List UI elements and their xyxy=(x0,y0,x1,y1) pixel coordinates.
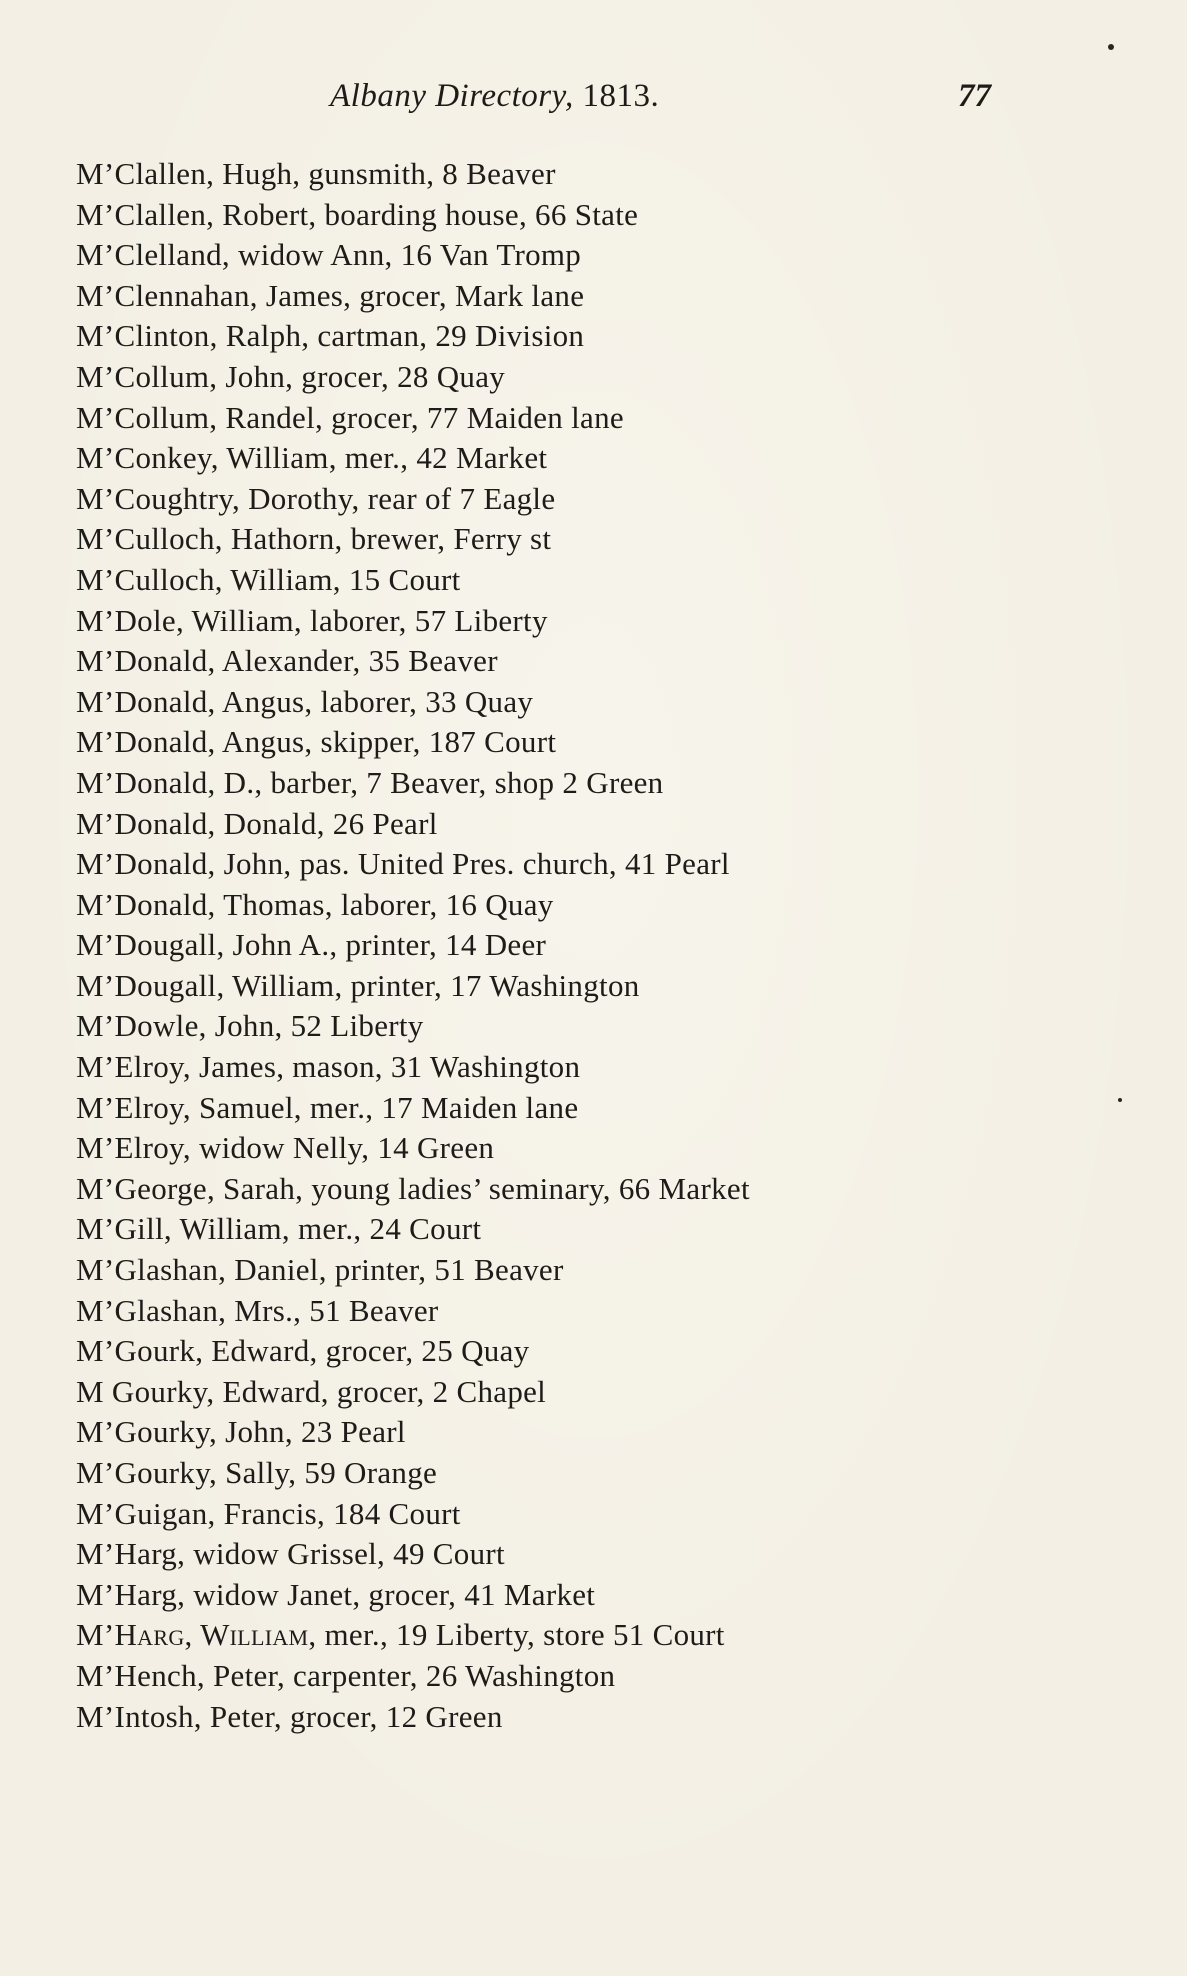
directory-entry: M’Collum, Randel, grocer, 77 Maiden lane xyxy=(76,399,624,435)
directory-entry: M’Collum, John, grocer, 28 Quay xyxy=(76,358,506,394)
directory-entry: M’Elroy, James, mason, 31 Washington xyxy=(76,1049,581,1085)
entry-name-smallcaps: Harg, William, xyxy=(114,1617,317,1653)
directory-entry: M’Donald, John, pas. United Pres. church, 41 Pearl xyxy=(76,846,730,882)
directory-entry: M’George, Sarah, young ladies’ seminary, 66 Market xyxy=(76,1170,750,1206)
directory-entry: M’Gourk, Edward, grocer, 25 Quay xyxy=(76,1333,530,1369)
ink-speck xyxy=(1108,44,1114,50)
directory-entry: M’Intosh, Peter, grocer, 12 Green xyxy=(76,1698,503,1734)
directory-entry: M’Clelland, widow Ann, 16 Van Tromp xyxy=(76,237,582,273)
directory-entry: M’Culloch, William, 15 Court xyxy=(76,561,461,597)
directory-entry: M’Clennahan, James, grocer, Mark lane xyxy=(76,277,585,313)
directory-entry: M’Gourky, Sally, 59 Orange xyxy=(76,1455,438,1490)
directory-entry: M’Elroy, widow Nelly, 14 Green xyxy=(76,1130,495,1166)
directory-entry: M’Guigan, Francis, 184 Court xyxy=(76,1495,461,1531)
directory-entry: M’Clallen, Hugh, gunsmith, 8 Beaver xyxy=(76,156,556,191)
directory-entry: M’Gill, William, mer., 24 Court xyxy=(76,1211,482,1247)
directory-entry: M’Conkey, William, mer., 42 Market xyxy=(76,440,548,476)
directory-entry: M’Donald, D., barber, 7 Beaver, shop 2 Green xyxy=(76,764,664,800)
ink-speck xyxy=(1118,1098,1122,1102)
directory-entry: M’Elroy, Samuel, mer., 17 Maiden lane xyxy=(76,1089,579,1125)
directory-entry: M’Donald, Thomas, laborer, 16 Quay xyxy=(76,886,554,922)
directory-entry: M’Donald, Angus, laborer, 33 Quay xyxy=(76,683,534,719)
directory-entry: M’Clallen, Robert, boarding house, 66 State xyxy=(76,196,639,232)
directory-entry: M Gourky, Edward, grocer, 2 Chapel xyxy=(76,1373,547,1409)
directory-entry: M’Hench, Peter, carpenter, 26 Washington xyxy=(76,1657,616,1693)
page-header xyxy=(0,78,1187,128)
directory-entry: M’Coughtry, Dorothy, rear of 7 Eagle xyxy=(76,480,556,516)
directory-entry: M’Dougall, John A., printer, 14 Deer xyxy=(76,927,547,963)
entry-prefix: M’ xyxy=(76,1617,115,1653)
directory-entry: M’Dole, William, laborer, 57 Liberty xyxy=(76,602,548,638)
directory-entry: M’Clinton, Ralph, cartman, 29 Division xyxy=(76,318,585,354)
directory-entry: M’Donald, Alexander, 35 Beaver xyxy=(76,643,498,679)
entry-rest: mer., 19 Liberty, store 51 Court xyxy=(316,1617,725,1653)
running-title xyxy=(330,78,659,115)
directory-entry: M’Glashan, Daniel, printer, 51 Beaver xyxy=(76,1252,564,1288)
directory-entry-harg-william xyxy=(76,1615,1136,1656)
directory-entry: M’Harg, widow Janet, grocer, 41 Market xyxy=(76,1576,596,1612)
directory-entry: M’Dowle, John, 52 Liberty xyxy=(76,1008,424,1044)
directory-entry: M’Harg, widow Grissel, 49 Court xyxy=(76,1536,505,1572)
running-title-year: 1813. xyxy=(573,78,660,114)
running-title-text: Albany Directory, xyxy=(330,78,574,114)
page-number: 77 xyxy=(958,78,991,114)
directory-entry: M’Gourky, John, 23 Pearl xyxy=(76,1414,406,1450)
directory-entry: M’Dougall, William, printer, 17 Washington xyxy=(76,967,640,1003)
directory-entry: M’Glashan, Mrs., 51 Beaver xyxy=(76,1292,439,1328)
directory-entry: M’Donald, Donald, 26 Pearl xyxy=(76,805,438,841)
directory-entry: M’Culloch, Hathorn, brewer, Ferry st xyxy=(76,521,552,557)
directory-entry: M’Donald, Angus, skipper, 187 Court xyxy=(76,724,557,760)
directory-entries xyxy=(76,154,1136,1737)
